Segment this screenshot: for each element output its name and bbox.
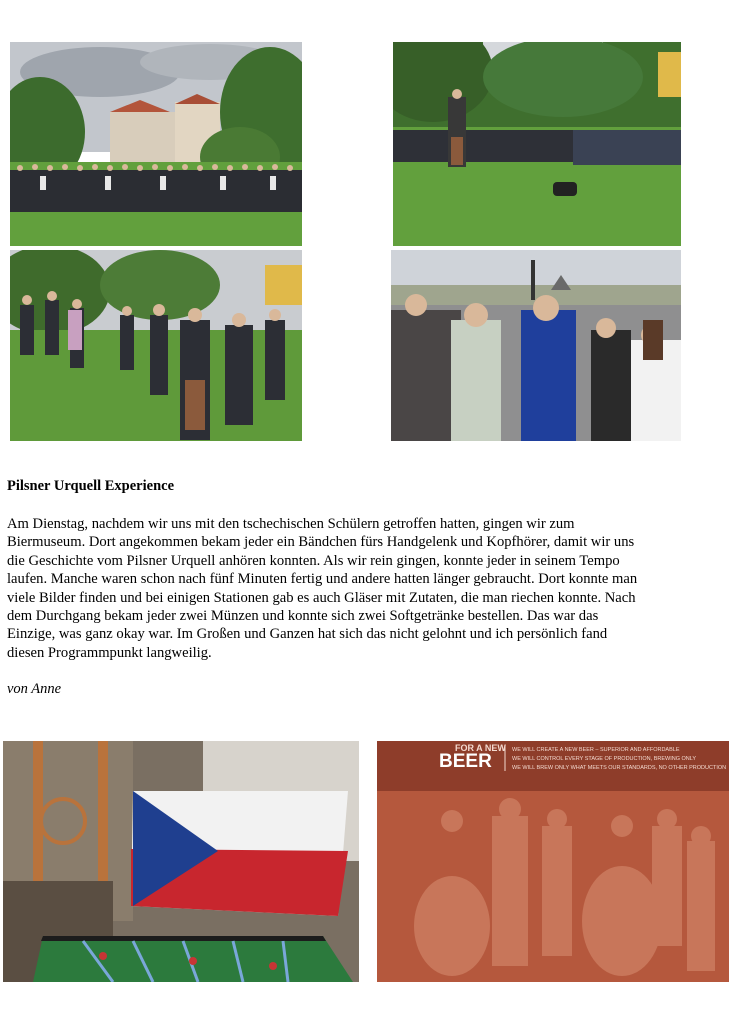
panel-line: WE WILL CREATE A NEW BEER – SUPERIOR AND AFFORDABLE: [512, 747, 680, 753]
panel-big-word: BEER: [439, 751, 492, 772]
paragraph-line: Biermuseum. Dort angekommen bekam jeder ein Bändchen fürs Handgelenk und Kopfhörer, damit wir uns: [7, 534, 635, 551]
photo-flag-foosball: [3, 741, 359, 982]
paragraph-line: dem Durchgang bekam jeder zwei Münzen und konnte sich zwei Softgetränke bestellen. Das war das: [7, 608, 599, 625]
article-paragraph: [7, 515, 707, 662]
panel-line: WE WILL BREW ONLY WHAT MEETS OUR STANDARDS, NO OTHER PRODUCTION: [512, 765, 727, 771]
photo-bridge-students: [391, 250, 681, 441]
panel-small-heading: FOR A NEW: [455, 743, 506, 753]
paragraph-line: diesen Programmpunkt langweilig.: [7, 644, 212, 661]
paragraph-line: Am Dienstag, nachdem wir uns mit den tschechischen Schülern getroffen hatten, gingen wir zum: [7, 516, 575, 532]
panel-line: WE WILL CONTROL EVERY STAGE OF PRODUCTION, BREWING ONLY: [512, 756, 697, 762]
article-author: von Anne: [7, 681, 62, 697]
paragraph-line: Einzige, was ganz okay war. Im Großen und Ganzen hat sich das nicht gelohnt und ich persönlich fand: [7, 626, 608, 643]
paragraph-line: viele Bilder finden und bei einigen Stationen gab es auch Gläser mit Zutaten, die man riechen konnte. Nach: [7, 589, 636, 606]
photo-museum-relief: [377, 741, 729, 982]
article-title: Pilsner Urquell Experience: [7, 478, 175, 494]
photo-group-meadow: [10, 42, 302, 246]
photo-group-standing: [10, 250, 302, 441]
paragraph-line: die Geschichte vom Pilsner Urquell anhören konnten. Als wir rein gingen, konnte jeder in seinem Tempo: [7, 552, 620, 569]
paragraph-line: laufen. Manche waren schon nach fünf Minuten fertig und andere hatten länger gebraucht. Dort konnte man: [7, 571, 638, 588]
photo-circle-game: [393, 42, 681, 246]
